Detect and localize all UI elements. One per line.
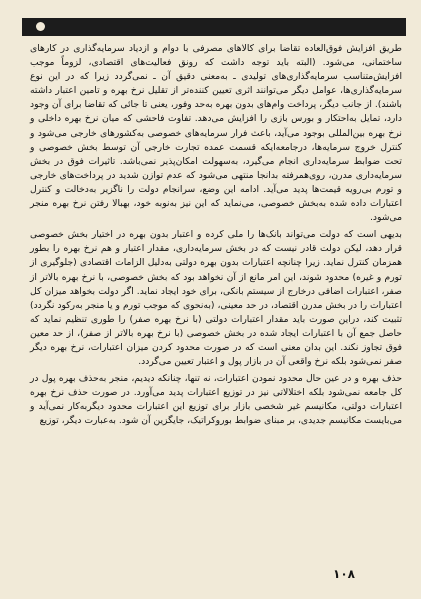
header-bar <box>22 18 406 36</box>
header-dot-ornament <box>36 22 45 31</box>
body-text <box>30 42 402 429</box>
paragraph-3: حذف بهره و در عین حال محدود نمودن اعتبارات، نه تنها، چنانکه دیدیم، منجر به‌حذف بهره پول در کل جامعه نمی‌شود بلکه اختلالاتی نیز در توزیع اعتبارات پدید می‌آورد. در صورت حذف نرخ بهره اعتبارات دولتی، مکانیسم غیر شخصی بازار برای توزیع این اعتبارات محدود دیگربه‌کار نمی‌آید و می‌بایست مکانیسم جدیدی، بر مبنای ضوابط بوروکراتیک، جایگزین آن شود. به‌عبارت دیگر، توزیع <box>30 373 402 427</box>
page-number: ۱۰۸ <box>333 567 355 581</box>
paragraph-1: طریق افزایش فوق‌العاده تقاضا برای کالاهای مصرفی با دوام و ازدیاد سرمایه‌گذاری در کارهای ساختمانی، می‌شود. (البته باید توجه داشت که رونق فعالیت‌های اقتصادی، لزوماً موجب افزایش‌متناسب سرمایه‌گذاری‌های تولیدی ـ به‌معنی دقیق آن ـ نمی‌گردد زیرا که در این نوع سرمایه‌گذاری‌ها، عوامل دیگر می‌توانند اثری تعیین کننده‌تر از تقلیل نرخ بهره و تامین اعتبار داشته باشند). از جانب دیگر، پرداخت وام‌های بدون بهره به‌حد وفور، یعنی تا جائی که تقاضا برای آن وجود دارد، تمایل به‌احتکار و بورس بازی را افزایش می‌دهد. تفاوت فاحشی که میان نرخ بهره داخلی و نرخ بهره بین‌المللی بوجود می‌آید، باعث فرار سرمایه‌های خصوصی به‌کشورهای خارجی می‌شود و کنترل خروج سرمایه‌ها، درجامعه‌ایکه قسمت عمده تجارت خارجی آن توسط بخش خصوصی و تحت ضوابط سرمایه‌داری انجام می‌گیرد، به‌سهولت امکان‌پذیر نمی‌باشد. تاثیرات فوق در بخش سرمایه‌داری مدرن، روی‌همرفته بدانجا منتهی می‌شود که عدم توازن شدید در پرداخت‌های خارجی و تورم بی‌رویه قیمت‌ها پدید می‌آید. ادامه این وضع، سرانجام دولت را ناگزیر به‌دخالت و کنترل اعتبارات داده شده به‌بخش خصوصی، می‌نماید که این نیز به‌نوبه خود، بهبالا رفتن نرخ بهره منجر می‌شود. <box>30 43 402 224</box>
paragraph-2: بدیهی است که دولت می‌تواند بانک‌ها را ملی کرده و اعتبار بدون بهره در اختیار بخش خصوصی قرار دهد، لیکن دولت قادر نیست که در بخش سرمایه‌داری، مقدار اعتبار و هم نرخ بهره را بطور همزمان کنترل نماید. زیرا چنانچه اعتبارات بدون بهره دولتی به‌دلیل الزامات اقتصادی (جلوگیری از تورم و غیره) محدود شوند، این امر مانع از آن نخواهد بود که بخش خصوصی، با نرخ بهره بالاتر از صفر، اعتبارات اضافی درخارج از سیستم بانکی، برای خود ایجاد نماید. اگر دولت بخواهد میزان کل اعتبارات را در بخش مدرن اقتصاد، در حد معینی، (به‌نحوی که موجب تورم و یا منجر به‌رکود نگردد) تثبیت کند، دراین صورت باید مقدار اعتبارات دولتی (با نرخ بهره صفر) را طوری تنظیم نماید که حاصل جمع آن با اعتبارات ایجاد شده در بخش خصوصی (با نرخ بهره بالاتر از صفر)، از حد معین فوق تجاوز نکند. این بدان معنی است که در صورت محدود کردن میزان اعتبارات، نرخ بهره دیگر صفر نمی‌شود بلکه نرخ واقعی آن در بازار پول و اعتبار تعیین می‌گردد. <box>30 229 402 368</box>
